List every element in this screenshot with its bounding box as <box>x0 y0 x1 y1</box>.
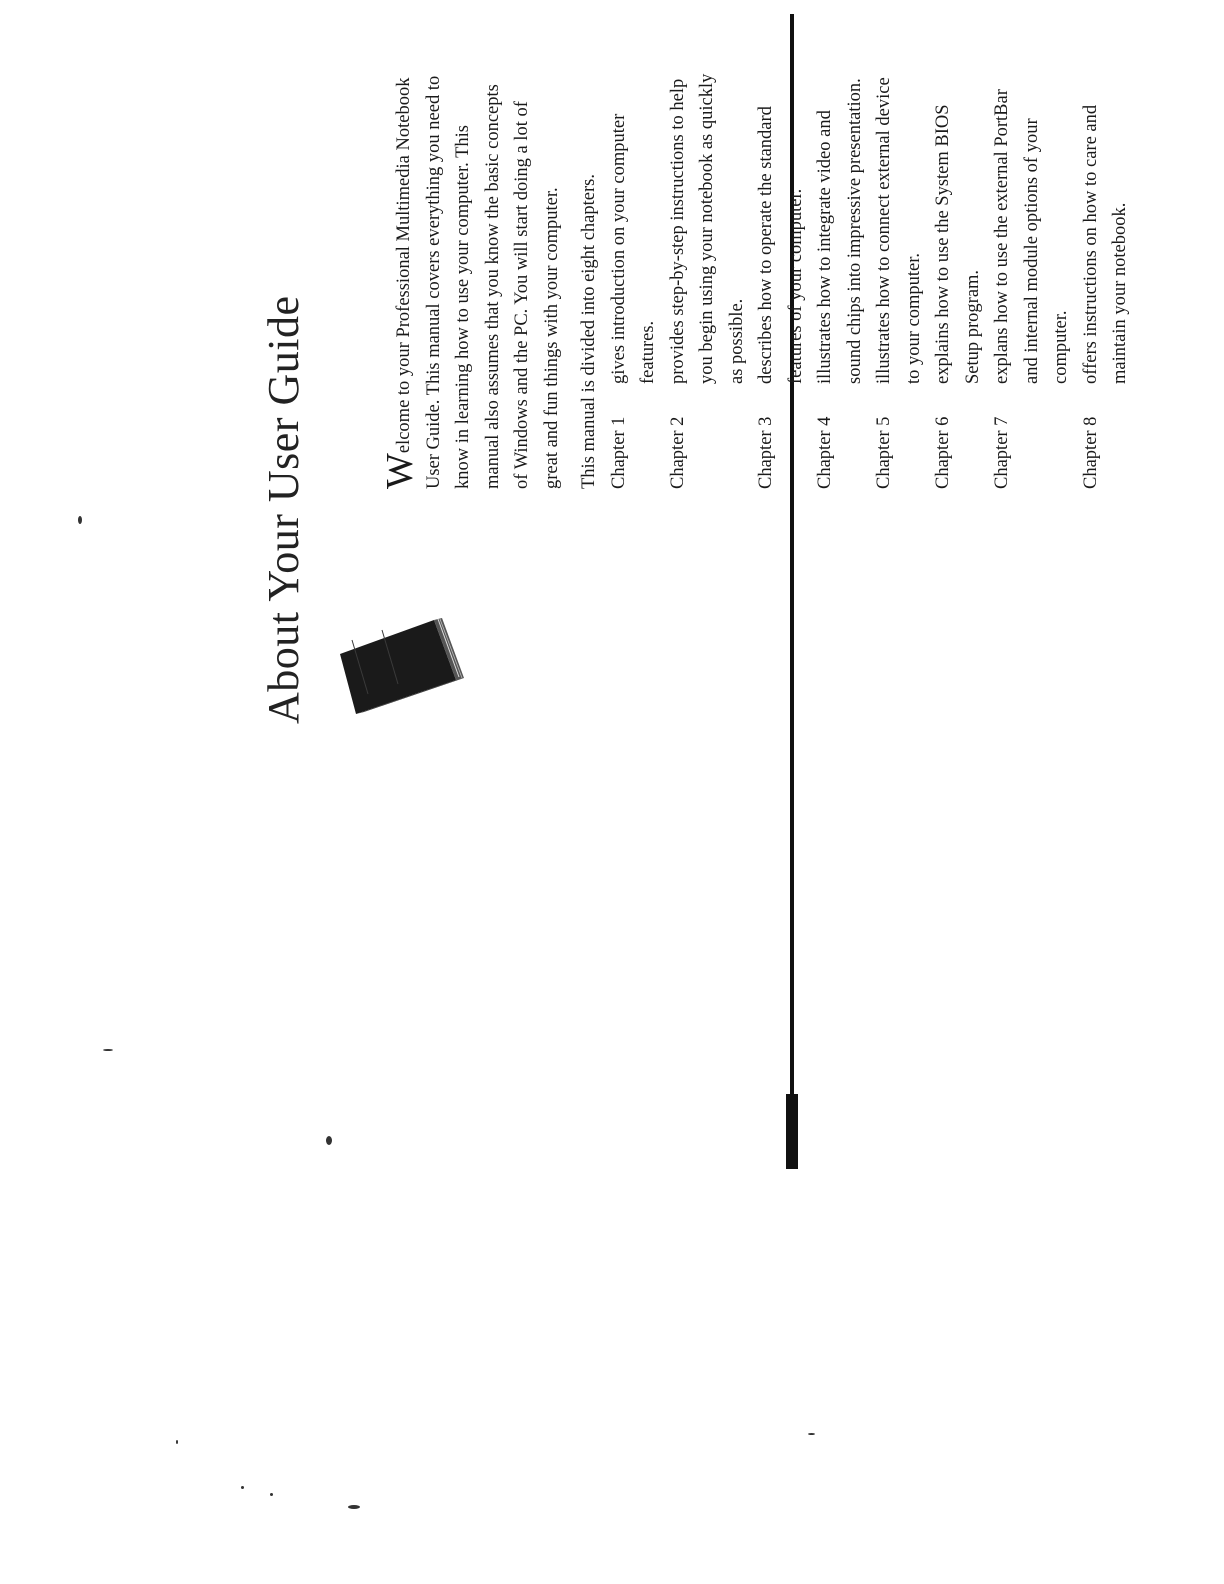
rule-end-mark <box>786 1094 798 1169</box>
intro-paragraph <box>379 69 567 489</box>
chapter-description: gives introduction on your computer features. <box>608 113 658 384</box>
scan-speck <box>241 1486 244 1489</box>
chapter-row <box>752 69 811 489</box>
chapter-name: Chapter 2 <box>667 416 688 489</box>
chapter-name: Chapter 5 <box>874 416 894 489</box>
chapter-name: Chapter 1 <box>608 416 629 489</box>
chapter-name: Chapter 4 <box>815 416 835 489</box>
chapter-description: illustrates how to connect external device to your computer. <box>874 77 924 384</box>
scan-speck <box>176 1440 178 1444</box>
chapter-name: Chapter 7 <box>992 416 1012 489</box>
chapter-description: illustrates how to integrate video and sound chips into impressive presentation. <box>815 78 865 384</box>
book-icon <box>338 614 468 724</box>
scan-speck <box>78 516 82 524</box>
chapter-description: explains how to use the System BIOS Setup program. <box>933 104 983 384</box>
intro-text: elcome to your Professional Multimedia Notebook User Guide. This manual covers everything you need to know in learning how to use your computer. This manual also assumes that you know the basic concepts of Windows and the PC. You will start doing a lot of great and fun things with your computer. <box>394 75 562 489</box>
chapter-row <box>664 69 753 489</box>
chapter-name: Chapter 8 <box>1080 416 1101 489</box>
chapter-name: Chapter 3 <box>756 416 776 489</box>
scan-speck <box>808 1433 815 1435</box>
chapter-row <box>1077 69 1136 489</box>
chapter-description: describes how to operate the standard features of your computer. <box>756 106 806 384</box>
scan-speck <box>270 1493 273 1496</box>
scan-speck <box>326 1136 332 1145</box>
chapter-description: offers instructions on how to care and maintain your notebook. <box>1080 104 1130 384</box>
chapter-row <box>605 69 664 489</box>
chapter-row <box>929 69 988 489</box>
chapter-list <box>605 69 1136 489</box>
scan-speck <box>348 1505 360 1509</box>
chapter-name: Chapter 6 <box>933 416 953 489</box>
chapter-row <box>870 69 929 489</box>
chapter-description: explans how to use the external PortBar and internal module options of your computer. <box>992 89 1071 384</box>
body-text <box>379 69 1136 489</box>
chapter-row <box>988 69 1077 489</box>
page-title: About Your User Guide <box>259 295 308 724</box>
chapters-intro: This manual is divided into eight chapters. <box>579 174 599 489</box>
chapter-description: provides step-by-step instructions to help you begin using your notebook as quickly as possible. <box>667 73 747 384</box>
drop-cap: W <box>379 453 421 489</box>
scan-speck <box>103 1049 113 1051</box>
chapter-row <box>811 69 870 489</box>
